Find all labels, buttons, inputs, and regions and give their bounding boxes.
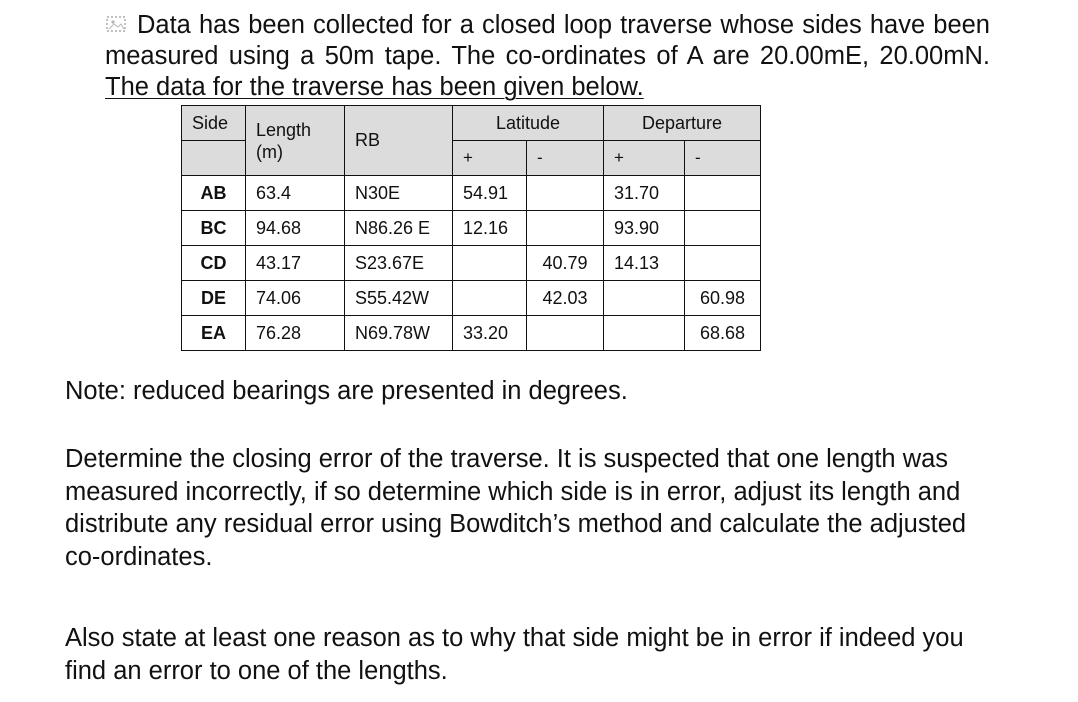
- cell-length: 74.06: [246, 281, 345, 316]
- cell-rb: N69.78W: [345, 316, 453, 351]
- instructions-paragraph: Determine the closing error of the traverse. It is suspected that one length was measured incorrectly, if so determine which side is in error, adjust its length and distribute any residual error using Bowditch’s method and calculate the adjusted co-ordinates.: [65, 445, 967, 571]
- table-row: [182, 176, 761, 211]
- cell-side: EA: [182, 316, 246, 351]
- cell-dep-plus: 93.90: [604, 211, 685, 246]
- image-placeholder-icon: [105, 12, 129, 32]
- cell-lat-plus: 12.16: [453, 211, 527, 246]
- header-departure: Departure: [604, 106, 761, 141]
- intro-paragraph: [105, 10, 990, 103]
- cell-side: CD: [182, 246, 246, 281]
- cell-lat-minus: 42.03: [527, 281, 604, 316]
- intro-underlined-text: The data for the traverse has been given below.: [105, 73, 644, 101]
- header-side-blank: [182, 141, 246, 176]
- cell-lat-minus: [527, 316, 604, 351]
- header-length: Length (m): [246, 106, 345, 176]
- table-row: [182, 246, 761, 281]
- cell-rb: N86.26 E: [345, 211, 453, 246]
- cell-dep-minus: [685, 246, 761, 281]
- header-latitude: Latitude: [453, 106, 604, 141]
- header-dep-plus: +: [604, 141, 685, 176]
- cell-length: 94.68: [246, 211, 345, 246]
- cell-dep-plus: [604, 316, 685, 351]
- table-row: [182, 281, 761, 316]
- header-lat-plus: +: [453, 141, 527, 176]
- table-row: [182, 211, 761, 246]
- cell-lat-plus: 54.91: [453, 176, 527, 211]
- cell-dep-minus: [685, 176, 761, 211]
- note-text: Note: reduced bearings are presented in degrees.: [65, 377, 628, 405]
- table-row: [182, 316, 761, 351]
- cell-lat-plus: [453, 281, 527, 316]
- header-rb: RB: [345, 106, 453, 176]
- cell-length: 63.4: [246, 176, 345, 211]
- cell-dep-plus: 14.13: [604, 246, 685, 281]
- cell-side: AB: [182, 176, 246, 211]
- cell-side: BC: [182, 211, 246, 246]
- cell-dep-plus: [604, 281, 685, 316]
- table-header-row: [182, 106, 761, 141]
- header-dep-minus: -: [685, 141, 761, 176]
- cell-dep-minus: 68.68: [685, 316, 761, 351]
- cell-length: 43.17: [246, 246, 345, 281]
- cell-rb: S55.42W: [345, 281, 453, 316]
- reason-paragraph: Also state at least one reason as to why that side might be in error if indeed you find an error to one of the lengths.: [65, 624, 964, 685]
- cell-lat-minus: [527, 176, 604, 211]
- cell-dep-minus: 60.98: [685, 281, 761, 316]
- cell-lat-plus: 33.20: [453, 316, 527, 351]
- cell-rb: N30E: [345, 176, 453, 211]
- cell-lat-minus: [527, 211, 604, 246]
- header-side: Side: [182, 106, 246, 141]
- cell-length: 76.28: [246, 316, 345, 351]
- cell-dep-plus: 31.70: [604, 176, 685, 211]
- intro-text: Data has been collected for a closed loop traverse whose sides have been measured using a 50m tape. The co-ordinates of A are 20.00mE, 20.00mN.: [105, 11, 990, 70]
- cell-rb: S23.67E: [345, 246, 453, 281]
- cell-side: DE: [182, 281, 246, 316]
- cell-lat-plus: [453, 246, 527, 281]
- header-lat-minus: -: [527, 141, 604, 176]
- cell-lat-minus: 40.79: [527, 246, 604, 281]
- traverse-data-table: [181, 105, 761, 351]
- cell-dep-minus: [685, 211, 761, 246]
